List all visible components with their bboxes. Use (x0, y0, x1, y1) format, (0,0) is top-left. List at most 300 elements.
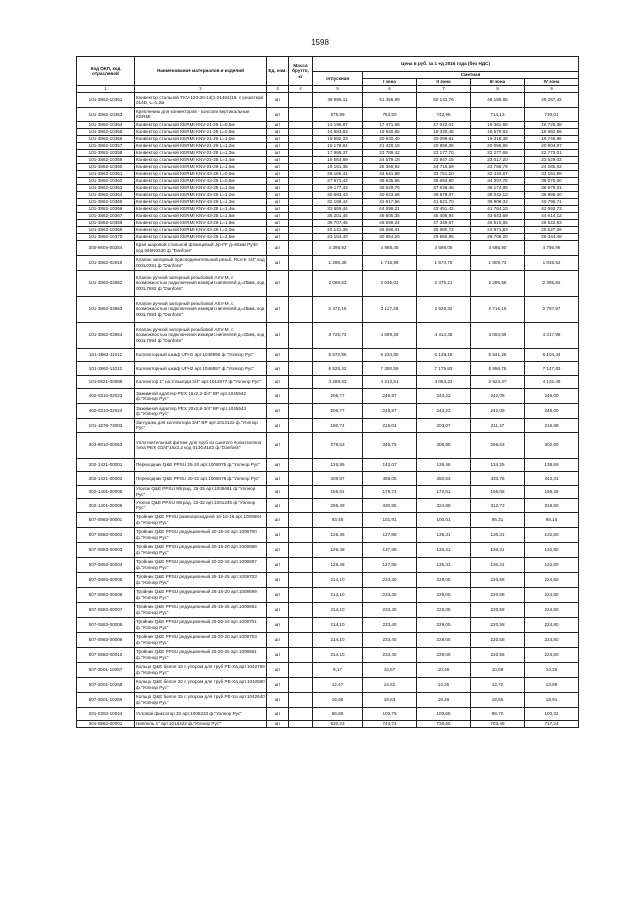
price-zone-4: 318,80 (525, 499, 579, 513)
item-unit: шт (267, 557, 289, 572)
item-name: Тройник Q&E PPSU редукционный 20-16-16 арт.1008700 ф."Уопнор Рус" (135, 527, 267, 542)
item-name: Тройник Q&E PPSU редукционный 20-20-16 арт.1008687 ф."Уопнор Рус" (135, 557, 267, 572)
price-zone-2: 4 053,24 (417, 375, 471, 389)
price-zone-2: 172,51 (417, 485, 471, 499)
item-mass (289, 93, 313, 108)
price-zone-2: 229,05 (417, 617, 471, 632)
price-zone-4: 29 344,48 (525, 233, 579, 240)
item-mass (289, 212, 313, 219)
price-zone-1: 14,62 (363, 677, 417, 692)
price-zone-2: 19,26 (417, 692, 471, 707)
price-zone-3: 2 716,16 (471, 296, 525, 322)
item-unit: шт (267, 632, 289, 647)
item-mass (289, 219, 313, 226)
price-zone-3: 5 941,25 (471, 348, 525, 362)
price-zone-2: 20 099,61 (417, 135, 471, 142)
column-index-row: 1 2 3 4 5 6 7 8 9 (77, 86, 579, 93)
price-zone-3: 99,70 (471, 707, 525, 721)
table-row (77, 205, 579, 212)
price-zone-4: 215,88 (525, 419, 579, 433)
table-row (77, 572, 579, 587)
item-name: Переходник Q&E PPSU 25-20 арт.1008076 ф."Уопнор Рус" (135, 458, 267, 472)
item-code: 101-3862-10364 (77, 191, 135, 198)
price-zone-1: 4 213,51 (363, 375, 417, 389)
item-name: Клапан ручной запорный резьбовой ASV-M, с возможностью подключения измерит.ниппелей д=32мм, код 003L7694 ф."Danfoss" (135, 322, 267, 348)
price-zone-4: 25 527,06 (525, 226, 579, 233)
price-zone-3: 220,58 (471, 572, 525, 587)
table-row (77, 692, 579, 707)
price-zone-2: 6 128,18 (417, 348, 471, 362)
item-mass (289, 142, 313, 149)
price-release: 214,10 (313, 572, 363, 587)
price-release: 27 671,42 (313, 177, 363, 184)
item-code: 302-1401-00006 (77, 499, 135, 513)
item-code: 101-3862-10359 (77, 156, 135, 163)
price-zone-1: 744,74 (363, 721, 417, 728)
item-code: 507-0883-00003 (77, 542, 135, 557)
price-release: 5 572,89 (313, 348, 363, 362)
item-name: Конвектор стальной KERMI KNV-43-28 L=1,2м (135, 191, 267, 198)
item-unit: шт (267, 458, 289, 472)
item-code: 101-3862-03564 (77, 322, 135, 348)
price-zone-1: 137,88 (363, 557, 417, 572)
price-zone-4: 224,80 (525, 632, 579, 647)
price-zone-4: 224,80 (525, 617, 579, 632)
item-mass (289, 617, 313, 632)
price-zone-4: 132,80 (525, 542, 579, 557)
item-code: 507-0883-00007 (77, 602, 135, 617)
table-row (77, 93, 579, 108)
item-name: Тройник Q&E PPSU равнопроходной 16-16-16 арт.1008684 ф."Уопнор Рус" (135, 512, 267, 527)
price-zone-3: 36 174,95 (471, 184, 525, 191)
table-row (77, 121, 579, 128)
item-mass (289, 121, 313, 128)
header-zone-4: IV зона (525, 79, 579, 86)
price-zone-1: 26 666,41 (363, 226, 417, 233)
price-zone-2: 4 414,35 (417, 322, 471, 348)
price-release: 38 885,11 (313, 93, 363, 108)
price-zone-2: 229,05 (417, 587, 471, 602)
item-mass (289, 184, 313, 191)
item-unit: шт (267, 362, 289, 376)
item-name: Клапан ручной запорный резьбовой ASV-M, с возможностью подключения измерит.ниппелей д=20мм, код 003L7692 ф."Danfoss" (135, 270, 267, 296)
item-name: Конвектор стальной KERMI KNV-43-28 L=1,8м (135, 219, 267, 226)
price-zone-2: 742,98 (417, 108, 471, 122)
price-zone-2: 100,65 (417, 707, 471, 721)
table-row (77, 662, 579, 677)
price-release: 29 177,43 (313, 184, 363, 191)
header-name: Наименование материалов и изделий (135, 57, 267, 86)
price-zone-1: 762,50 (363, 108, 417, 122)
price-release: 279,53 (313, 432, 363, 458)
item-mass (289, 322, 313, 348)
item-code: 201-0393-10044 (77, 707, 135, 721)
price-zone-3: 220,58 (471, 587, 525, 602)
item-code: 101-3862-10360 (77, 163, 135, 170)
price-zone-4: 730,01 (525, 108, 579, 122)
table-row (77, 163, 579, 170)
item-name: Заглушка для коллектора 3/4" ВР арт.1014122 ф."Уопнор Рус" (135, 419, 267, 433)
item-code: 302-1401-00005 (77, 485, 135, 499)
item-code: 101-3862-02915 (77, 255, 135, 270)
item-mass (289, 458, 313, 472)
price-zone-3: 130,31 (471, 542, 525, 557)
item-mass (289, 432, 313, 458)
price-zone-2: 243,22 (417, 389, 471, 404)
item-unit: шт (267, 432, 289, 458)
price-zone-3: 130,31 (471, 527, 525, 542)
price-zone-4: 20 504,97 (525, 142, 579, 149)
item-unit: шт (267, 472, 289, 486)
item-name: Конвектор стальной KERMI KNV-43-28 L=0,5м (135, 170, 267, 177)
item-unit: шт (267, 163, 289, 170)
item-unit: шт (267, 149, 289, 156)
table-row (77, 362, 579, 376)
price-zone-2: 229,05 (417, 572, 471, 587)
price-zone-2: 35 693,80 (417, 177, 471, 184)
item-unit: шт (267, 512, 289, 527)
price-zone-3: 18 579,83 (471, 128, 525, 135)
item-unit: шт (267, 662, 289, 677)
price-zone-2: 47 349,57 (417, 219, 471, 226)
price-zone-4: 224,80 (525, 647, 579, 662)
item-code: 101-0921-00089 (77, 375, 135, 389)
price-zone-4: 49 257,42 (525, 93, 579, 108)
header-release: отпускная (313, 72, 363, 86)
price-zone-3: 220,58 (471, 632, 525, 647)
price-release: 575,99 (313, 108, 363, 122)
item-name: Ниппель 1" арт.1018322 ф."Уопнор Рус" (135, 721, 267, 728)
price-zone-2: 100,01 (417, 512, 471, 527)
price-zone-1: 38 629,76 (363, 184, 417, 191)
item-name: Тройник Q&E PPSU редукционный 25-20-25 арт.1008691 ф."Уопнор Рус" (135, 647, 267, 662)
item-unit: шт (267, 93, 289, 108)
price-zone-1: 459,05 (363, 472, 417, 486)
item-code: 101-3862-10363 (77, 184, 135, 191)
item-unit: шт (267, 233, 289, 240)
price-zone-2: 135,31 (417, 527, 471, 542)
item-unit: шт (267, 177, 289, 184)
item-name: Кольцо Q&E белое 20 с упором для труб PE-Xa арт.1042690 ф."Уопнор Рус" (135, 677, 267, 692)
price-zone-1: 7 300,59 (363, 362, 417, 376)
item-unit: шт (267, 296, 289, 322)
item-name: Конвектор стальной KERMI KNV-21-28 L=0,5м (135, 121, 267, 128)
item-code: 101-3862-10351 (77, 93, 135, 108)
price-release: 26 165,41 (313, 170, 363, 177)
item-mass (289, 572, 313, 587)
item-code: 101-3862-11012 (77, 362, 135, 376)
item-code: 101-3862-10357 (77, 142, 135, 149)
item-code: 101-3862-10370 (77, 233, 135, 240)
item-mass (289, 389, 313, 404)
table-row (77, 170, 579, 177)
price-release: 9,17 (313, 662, 363, 677)
table-row (77, 191, 579, 198)
price-zone-2: 50 132,76 (417, 93, 471, 108)
item-code: 402-0310-02024 (77, 404, 135, 419)
item-unit: шт (267, 226, 289, 233)
price-zone-1: 215,04 (363, 419, 417, 433)
price-zone-2: 39 579,07 (417, 191, 471, 198)
price-zone-1: 246,97 (363, 389, 417, 404)
item-mass (289, 156, 313, 163)
item-unit: шт (267, 572, 289, 587)
price-zone-1: 137,88 (363, 542, 417, 557)
price-zone-2: 4 698,06 (417, 240, 471, 255)
item-name: Зажимной адаптер PEX 16х2,2-3/4" ВР арт.1045542 ф."Уопнор Рус" (135, 389, 267, 404)
item-name: Конвектор стальной KERMI KNV-21-28 L=1,4м (135, 156, 267, 163)
item-mass (289, 128, 313, 135)
item-code: 507-0883-00009 (77, 632, 135, 647)
price-table (76, 56, 579, 728)
price-zone-3: 45 510,86 (471, 219, 525, 226)
price-zone-1: 36 635,86 (363, 177, 417, 184)
item-name: Конвектор стальной KERMI KNV-43-28 L=1,3м (135, 198, 267, 205)
item-code: 300-9604-00254 (77, 240, 135, 255)
item-code: 101-1876-73003 (77, 419, 135, 433)
item-code: 507-3001-10257 (77, 662, 135, 677)
price-zone-3: 4 686,90 (471, 240, 525, 255)
table-row (77, 647, 579, 662)
price-zone-1: 30 654,20 (363, 233, 417, 240)
item-unit: шт (267, 389, 289, 404)
item-code: 101-3862-10356 (77, 135, 135, 142)
table-row (77, 177, 579, 184)
price-zone-4: 6 104,44 (525, 348, 579, 362)
item-name: Тройник Q&E PPSU редукционный 25-20-16 арт.1008701 ф."Уопнор Рус" (135, 617, 267, 632)
price-release: 214,10 (313, 617, 363, 632)
table-row (77, 219, 579, 226)
price-release: 126,95 (313, 458, 363, 472)
price-release: 3 725,73 (313, 322, 363, 348)
table-row (77, 255, 579, 270)
price-release: 15 582,33 (313, 135, 363, 142)
table-row (77, 135, 579, 142)
price-zone-2: 29 865,96 (417, 233, 471, 240)
price-release: 409,87 (313, 472, 363, 486)
price-zone-4: 35 070,60 (525, 177, 579, 184)
price-zone-1: 1 716,96 (363, 255, 417, 270)
item-unit: шт (267, 135, 289, 142)
price-zone-2: 450,63 (417, 472, 471, 486)
item-code: 507-0883-00008 (77, 617, 135, 632)
price-zone-2: 14,25 (417, 677, 471, 692)
price-zone-4: 100,32 (525, 707, 579, 721)
item-unit: шт (267, 212, 289, 219)
item-mass (289, 362, 313, 376)
price-release: 93,48 (313, 512, 363, 527)
price-zone-4: 13,99 (525, 677, 579, 692)
price-zone-1: 345,75 (363, 432, 417, 458)
header-price: Цена в руб. за 1 ед 2016 года (без НДС) (313, 57, 579, 72)
price-zone-1: 246,97 (363, 404, 417, 419)
price-zone-4: 2 797,97 (525, 296, 579, 322)
item-mass (289, 632, 313, 647)
price-zone-1: 233,40 (363, 587, 417, 602)
item-unit: шт (267, 499, 289, 513)
item-mass (289, 135, 313, 142)
price-zone-3: 13,72 (471, 677, 525, 692)
item-unit: шт (267, 142, 289, 149)
header-unit: Ед. изм. (267, 57, 289, 86)
item-code: 101-3862-10353 (77, 108, 135, 122)
price-zone-2: 139,46 (417, 458, 471, 472)
item-unit: шт (267, 692, 289, 707)
price-zone-3: 433,76 (471, 472, 525, 486)
table-row (77, 707, 579, 721)
item-name: Конвектор стальной KERMI KNV-43-28 L=2,6м (135, 233, 267, 240)
price-zone-3: 242,09 (471, 404, 525, 419)
price-zone-1: 23 789,42 (363, 149, 417, 156)
item-name: Конвектор стальной KERMI KNV-43-28 L=2,0м (135, 226, 267, 233)
price-release: 32 189,44 (313, 198, 363, 205)
price-zone-4: 302,90 (525, 432, 579, 458)
item-unit: шт (267, 128, 289, 135)
price-zone-2: 736,65 (417, 721, 471, 728)
item-mass (289, 472, 313, 486)
item-mass (289, 557, 313, 572)
item-unit: шт (267, 419, 289, 433)
item-mass (289, 240, 313, 255)
item-unit: шт (267, 602, 289, 617)
item-name: Угловой фиксатор 20 арт.1008233 ф."Уопнор Рус" (135, 707, 267, 721)
item-name: Тройник Q&E PPSU редукционный 20-16-20 арт.1008689 ф."Уопнор Рус" (135, 542, 267, 557)
price-zone-4: 24 285,02 (525, 163, 579, 170)
table-row (77, 142, 579, 149)
price-zone-1: 2 636,01 (363, 270, 417, 296)
price-zone-4: 33 161,89 (525, 170, 579, 177)
price-zone-2: 135,31 (417, 542, 471, 557)
price-zone-3: 24 971,83 (471, 226, 525, 233)
price-release: 12,47 (313, 677, 363, 692)
item-mass (289, 198, 313, 205)
price-zone-2: 10,48 (417, 662, 471, 677)
price-zone-3: 10,09 (471, 662, 525, 677)
price-release: 295,49 (313, 499, 363, 513)
table-row (77, 149, 579, 156)
item-unit: шт (267, 205, 289, 212)
item-name: Уплотнительный фитинг для труб из сшитого полиэтилена типа PEX G3/4"16х2,2 код 013G4163 ф."Danfoss" (135, 432, 267, 458)
item-mass (289, 270, 313, 296)
price-release: 3 289,83 (313, 375, 363, 389)
item-unit: шт (267, 485, 289, 499)
item-code: 507-0883-00002 (77, 527, 135, 542)
item-unit: шт (267, 240, 289, 255)
price-release: 20 141,39 (313, 226, 363, 233)
price-zone-3: 41 764,10 (471, 205, 525, 212)
item-code: 101-3862-10358 (77, 149, 135, 156)
header-code: Код ОКП, код отраслевой (77, 57, 135, 86)
item-mass (289, 419, 313, 433)
item-mass (289, 721, 313, 728)
price-zone-3: 1 609,73 (471, 255, 525, 270)
price-zone-3: 16 361,58 (471, 121, 525, 128)
price-release: 6 525,42 (313, 362, 363, 376)
table-row (77, 632, 579, 647)
item-name: Конвектор стальной KERMI KNV-43-28 L=1,0м (135, 184, 267, 191)
price-zone-4: 46 522,83 (525, 219, 579, 226)
price-zone-1: 233,40 (363, 647, 417, 662)
item-mass (289, 542, 313, 557)
item-mass (289, 233, 313, 240)
price-zone-2: 229,05 (417, 647, 471, 662)
price-zone-3: 242,09 (471, 389, 525, 404)
price-zone-4: 224,80 (525, 572, 579, 587)
item-unit: шт (267, 677, 289, 692)
item-code: 301-0962-00001 (77, 721, 135, 728)
price-release: 16,95 (313, 692, 363, 707)
price-release: 35 201,45 (313, 212, 363, 219)
price-zone-2: 41 521,70 (417, 198, 471, 205)
item-name: Конвектор стальной KERMI KNV-21-28 L=1,0м (135, 135, 267, 142)
price-zone-2: 19 330,48 (417, 128, 471, 135)
item-mass (289, 662, 313, 677)
price-zone-4: 245,00 (525, 404, 579, 419)
price-zone-1: 233,40 (363, 632, 417, 647)
price-zone-1: 17 471,68 (363, 121, 417, 128)
item-code: 507-0883-00005 (77, 572, 135, 587)
table-row (77, 721, 579, 728)
item-code: 101-3862-10369 (77, 226, 135, 233)
price-zone-2: 7 175,83 (417, 362, 471, 376)
price-zone-4: 10,26 (525, 662, 579, 677)
item-name: Тройник Q&E PPSU редукционный 25-16-25 арт.1008692 ф."Уопнор Рус" (135, 602, 267, 617)
price-zone-3: 96,31 (471, 512, 525, 527)
table-row (77, 587, 579, 602)
item-mass (289, 485, 313, 499)
table-row (77, 233, 579, 240)
table-row (77, 472, 579, 486)
price-zone-4: 2 365,82 (525, 270, 579, 296)
price-zone-2: 135,31 (417, 557, 471, 572)
price-release: 2 472,16 (313, 296, 363, 322)
price-zone-4: 132,80 (525, 557, 579, 572)
price-zone-1: 233,40 (363, 602, 417, 617)
price-zone-1: 40 623,66 (363, 191, 417, 198)
item-name: Конвектор стальной KERMI KNV-43-28 L=1,4м (135, 205, 267, 212)
item-code: 101-3862-10365 (77, 198, 135, 205)
price-zone-4: 224,80 (525, 587, 579, 602)
price-zone-2: 20 868,35 (417, 142, 471, 149)
item-code: 507-0883-00004 (77, 557, 135, 572)
item-mass (289, 191, 313, 198)
item-code: 101-3862-10354 (77, 121, 135, 128)
price-zone-2: 37 636,46 (417, 184, 471, 191)
price-zone-3: 23 017,20 (471, 156, 525, 163)
item-code: 101-3862-10368 (77, 219, 135, 226)
price-zone-2: 23 177,70 (417, 149, 471, 156)
item-unit: шт (267, 108, 289, 122)
price-zone-4: 40 796,71 (525, 198, 579, 205)
price-zone-1: 19 640,85 (363, 128, 417, 135)
item-name: Уголок Q&E PPSU 90град. 25-25 арт.1008681 ф."Уопнор Рус" (135, 485, 267, 499)
item-unit: шт (267, 156, 289, 163)
item-name: Зажимной адаптер PEX 20х2,8-3/4" ВР арт.1045543 ф."Уопнор Рус" (135, 404, 267, 419)
item-unit: шт (267, 617, 289, 632)
item-name: Клапан запорный присоединительный резьб. RLV-K 3/4" код 003L0281 ф."Danfoss" (135, 255, 267, 270)
item-code: 302-1421-00002 (77, 472, 135, 486)
price-zone-1: 6 234,80 (363, 348, 417, 362)
price-zone-3: 19 318,39 (471, 135, 525, 142)
page-number: 1598 (311, 38, 329, 47)
price-zone-1: 137,88 (363, 527, 417, 542)
price-zone-3: 312,73 (471, 499, 525, 513)
price-release: 126,48 (313, 542, 363, 557)
price-release: 33 665,44 (313, 205, 363, 212)
price-zone-4: 132,80 (525, 527, 579, 542)
price-zone-3: 48 185,86 (471, 93, 525, 108)
table-row (77, 270, 579, 296)
